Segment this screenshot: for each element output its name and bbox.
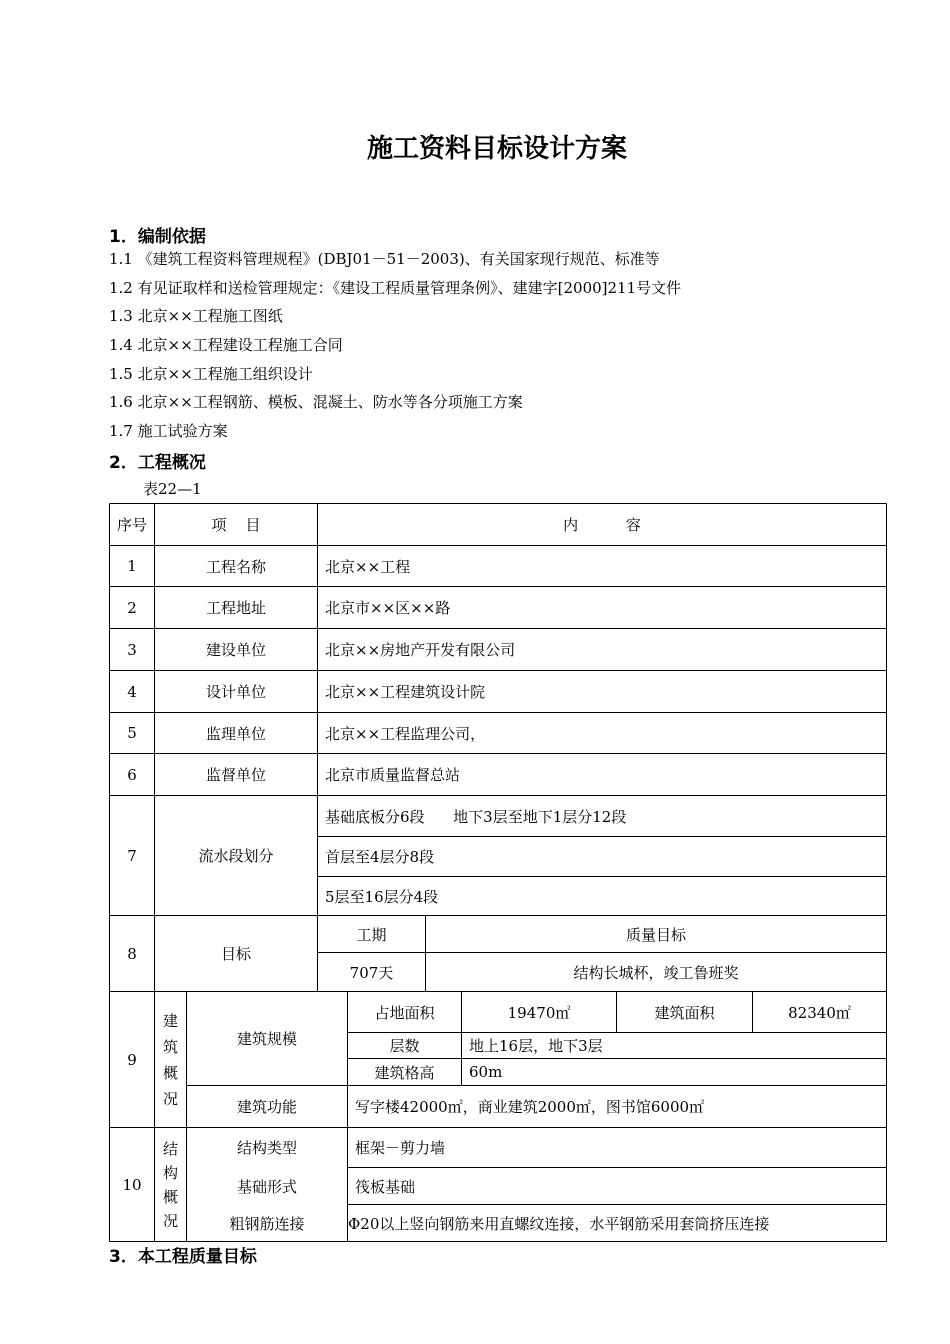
row-no: 2 bbox=[127, 598, 137, 617]
height-value: 60m bbox=[469, 1063, 503, 1081]
row-no: 4 bbox=[127, 682, 137, 701]
structure-overview-group-label: 结 构 概 况 bbox=[162, 1139, 178, 1230]
building-area-value: 82340㎡ bbox=[788, 1003, 851, 1022]
row-content: 北京××工程建筑设计院 bbox=[325, 683, 486, 701]
section-heading-overview: 2．工程概况 bbox=[109, 453, 206, 473]
rebar-connection-label: 粗钢筋连接 bbox=[229, 1214, 305, 1233]
basis-item: 1.4 北京××工程建设工程施工合同 bbox=[109, 336, 343, 354]
row-no: 7 bbox=[127, 846, 137, 865]
rebar-connection-value: Φ20以上竖向钢筋来用直螺纹连接，水平钢筋采用套筒挤压连接 bbox=[348, 1214, 770, 1233]
row-no: 6 bbox=[127, 765, 137, 784]
height-label: 建筑格高 bbox=[374, 1063, 435, 1082]
foundation-type-value: 筏板基础 bbox=[355, 1177, 416, 1196]
flow-section-line: 首层至4层分8段 bbox=[325, 848, 435, 866]
row-no: 9 bbox=[127, 1050, 137, 1069]
row-item: 建设单位 bbox=[205, 641, 266, 659]
basis-item: 1.2 有见证取样和送检管理规定：《建设工程质量管理条例》、建建字[2000]211号文件 bbox=[109, 279, 682, 297]
header-no: 序号 bbox=[116, 516, 147, 534]
row-content: 北京市质量监督总站 bbox=[325, 766, 461, 784]
row-no: 1 bbox=[127, 557, 137, 575]
header-item: 项 目 bbox=[211, 516, 261, 534]
building-area-label: 建筑面积 bbox=[654, 1003, 715, 1022]
page-title: 施工资料目标设计方案 bbox=[366, 134, 627, 164]
goal-duration-label: 工期 bbox=[356, 925, 387, 944]
row-item: 工程地址 bbox=[205, 599, 266, 617]
row-content: 北京××房地产开发有限公司 bbox=[325, 641, 516, 659]
basis-item: 1.7 施工试验方案 bbox=[109, 422, 228, 440]
header-content: 内 容 bbox=[563, 516, 641, 534]
floors-label: 层数 bbox=[389, 1037, 420, 1055]
flow-section-line: 基础底板分6段 地下3层至地下1层分12段 bbox=[325, 807, 627, 826]
land-area-label: 占地面积 bbox=[374, 1003, 435, 1022]
goal-quality-label: 质量目标 bbox=[625, 925, 686, 944]
building-overview-group-label: 建 筑 概 况 bbox=[162, 1011, 178, 1108]
row-no: 10 bbox=[122, 1175, 142, 1194]
row-item: 监理单位 bbox=[205, 724, 266, 743]
building-function-value: 写字楼42000㎡，商业建筑2000㎡，图书馆6000㎡ bbox=[355, 1098, 705, 1116]
basis-item: 1.3 北京××工程施工图纸 bbox=[109, 307, 283, 325]
structure-type-label: 结构类型 bbox=[236, 1139, 297, 1157]
goal-quality-value: 结构长城杯，竣工鲁班奖 bbox=[573, 963, 739, 982]
section-heading-basis: 1．编制依据 bbox=[109, 227, 206, 247]
building-scale-label: 建筑规模 bbox=[236, 1030, 297, 1048]
land-area-value: 19470㎡ bbox=[507, 1003, 571, 1022]
basis-item: 1.6 北京××工程钢筋、模板、混凝土、防水等各分项施工方案 bbox=[109, 393, 523, 411]
row-item: 流水段划分 bbox=[198, 847, 274, 865]
structure-type-value: 框架－剪力墙 bbox=[355, 1139, 446, 1157]
row-content: 北京××工程监理公司， bbox=[325, 724, 486, 743]
flow-section-line: 5层至16层分4段 bbox=[325, 887, 439, 906]
row-item: 监督单位 bbox=[205, 766, 266, 784]
row-no: 3 bbox=[127, 640, 137, 659]
building-function-label: 建筑功能 bbox=[236, 1098, 297, 1116]
row-no: 8 bbox=[127, 944, 137, 963]
basis-item: 1.5 北京××工程施工组织设计 bbox=[109, 365, 313, 383]
row-content: 北京××工程 bbox=[325, 557, 411, 576]
row-content: 北京市××区××路 bbox=[325, 599, 451, 617]
row-item: 设计单位 bbox=[205, 683, 266, 701]
floors-value: 地上16层，地下3层 bbox=[469, 1037, 603, 1055]
row-item: 工程名称 bbox=[205, 557, 266, 576]
goal-duration-value: 707天 bbox=[349, 963, 394, 982]
foundation-type-label: 基础形式 bbox=[236, 1177, 297, 1196]
row-item: 目标 bbox=[220, 945, 251, 963]
row-no: 5 bbox=[127, 724, 137, 742]
section-heading-quality: 3．本工程质量目标 bbox=[109, 1247, 257, 1267]
basis-item: 1.1 《建筑工程资料管理规程》(DBJ01－51－2003)、有关国家现行规范、标准等 bbox=[109, 250, 660, 268]
table-label: 表22—1 bbox=[143, 480, 202, 498]
